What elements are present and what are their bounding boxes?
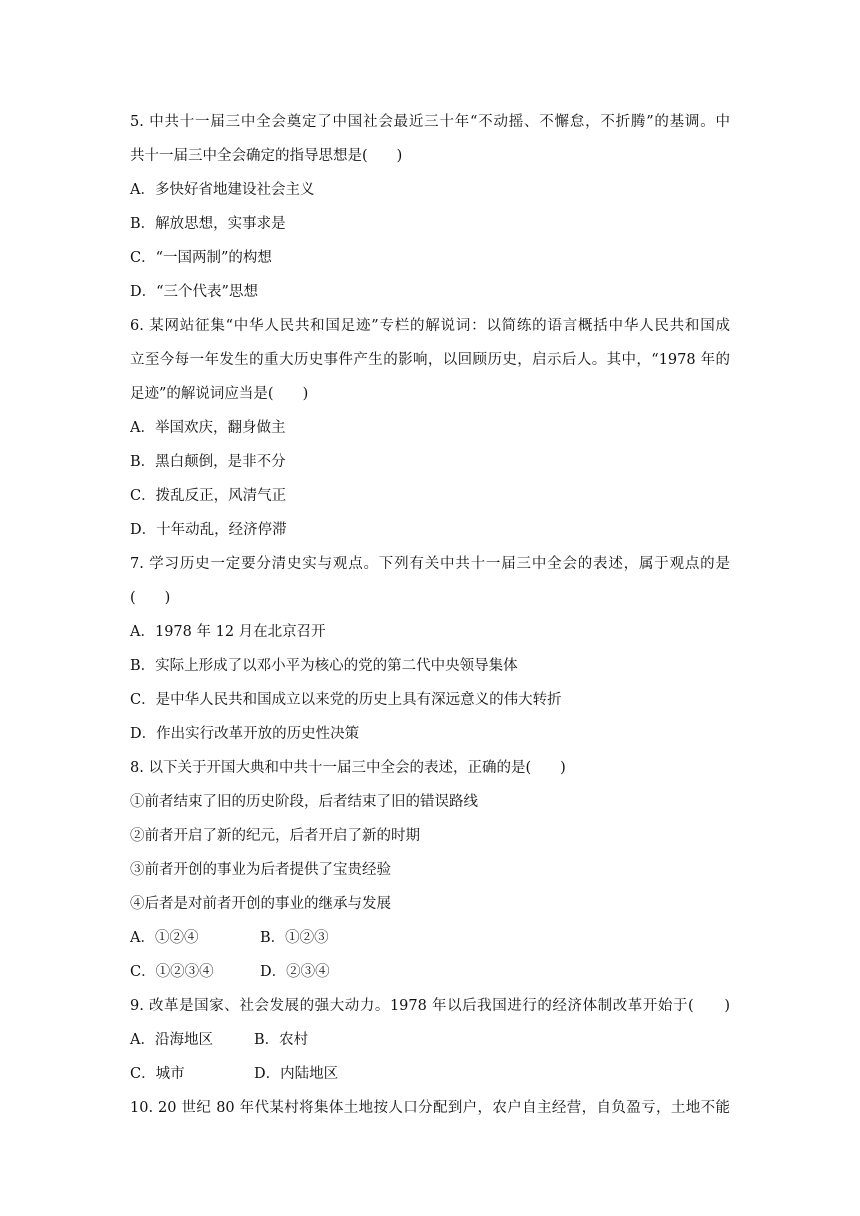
q9-option-c: C．城市 [130, 1066, 185, 1082]
q6-stem-line-1: 6. 某网站征集“中华人民共和国足迹”专栏的解说词：以简练的语言概括中华人民共和国成 [130, 318, 730, 334]
q8-option-c: C．①②③④ [130, 964, 214, 980]
q6-option-b: B．黑白颠倒，是非不分 [130, 454, 286, 470]
q5-stem-line-1: 5. 中共十一届三中全会奠定了中国社会最近三十年“不动摇、不懈怠，不折腾”的基调。中 [130, 114, 730, 130]
q7-stem-line-1: 7. 学习历史一定要分清史实与观点。下列有关中共十一届三中全会的表述，属于观点的是 [130, 556, 730, 572]
q9-option-d: D．内陆地区 [254, 1066, 339, 1082]
q6-option-d: D．十年动乱，经济停滞 [130, 522, 287, 538]
q8-statement-4: ④后者是对前者开创的事业的继承与发展 [130, 896, 391, 912]
q7-option-c: C．是中华人民共和国成立以来党的历史上具有深远意义的伟大转折 [130, 692, 562, 708]
q8-option-b: B．①②③ [260, 930, 329, 946]
q8-option-a: A．①②④ [130, 930, 199, 946]
q8-statement-2: ②前者开启了新的纪元，后者开启了新的时期 [130, 828, 420, 844]
q6-stem-line-2: 立至今每一年发生的重大历史事件产生的影响，以回顾历史，启示后人。其中，“1978 年的 [130, 352, 730, 368]
q6-option-c: C．拨乱反正，风清气正 [130, 488, 287, 504]
q5-option-b: B．解放思想，实事求是 [130, 216, 286, 232]
q10-stem-line-1: 10. 20 世纪 80 年代某村将集体土地按人口分配到户，农户自主经营，自负盈亏，土地不能 [130, 1100, 730, 1116]
q9-option-a: A．沿海地区 [130, 1032, 213, 1048]
q9-option-b: B．农村 [254, 1032, 309, 1048]
q9-options-row-2 [130, 1064, 339, 1084]
q5-option-a: A．多快好省地建设社会主义 [130, 182, 315, 198]
q9-stem-line-1: 9. 改革是国家、社会发展的强大动力。1978 年以后我国进行的经济体制改革开始于( ) [130, 998, 730, 1014]
q8-stem-line-1: 8. 以下关于开国大典和中共十一届三中全会的表述，正确的是( ) [130, 760, 566, 776]
q8-options-row-2 [130, 962, 330, 982]
q8-statement-1: ①前者结束了旧的历史阶段，后者结束了旧的错误路线 [130, 794, 478, 810]
q6-option-a: A．举国欢庆，翻身做主 [130, 420, 286, 436]
q8-statement-3: ③前者开创的事业为后者提供了宝贵经验 [130, 862, 391, 878]
q8-options-row-1 [130, 928, 329, 948]
q7-stem-line-2: ( ) [130, 590, 171, 606]
q7-option-a: A．1978 年 12 月在北京召开 [130, 624, 326, 640]
q9-options-row-1 [130, 1030, 309, 1050]
q7-option-d: D．作出实行改革开放的历史性决策 [130, 726, 360, 742]
q5-option-c: C．“一国两制”的构想 [130, 250, 272, 266]
q5-option-d: D．“三个代表”思想 [130, 284, 258, 300]
q8-option-d: D．②③④ [260, 964, 330, 980]
q5-stem-line-2: 共十一届三中全会确定的指导思想是( ) [130, 148, 403, 164]
q6-stem-line-3: 足迹”的解说词应当是( ) [130, 386, 309, 402]
q7-option-b: B．实际上形成了以邓小平为核心的党的第二代中央领导集体 [130, 658, 518, 674]
